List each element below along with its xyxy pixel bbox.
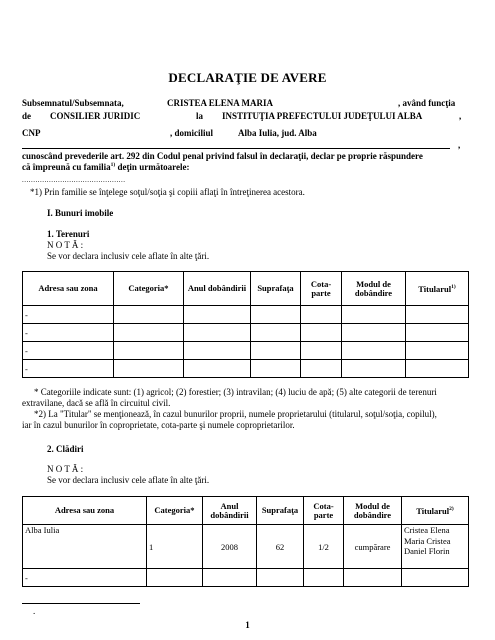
table-terenuri (22, 271, 469, 378)
cell-dash: - (23, 360, 114, 378)
col-adresa: Adresa sau zona (23, 497, 147, 525)
cell-area: 62 (257, 525, 304, 569)
cell-year: 2008 (203, 525, 257, 569)
underline-rule (22, 148, 450, 149)
label-la: la (196, 111, 204, 121)
table-row (23, 342, 469, 360)
label-de: de (22, 111, 31, 121)
note-titular-2: iar în cazul bunurilor în coproprietate, cota-parte şi numele coproprietarilor. (22, 420, 295, 430)
label-functia: , având funcţia (398, 98, 456, 108)
document-title: DECLARAŢIE DE AVERE (168, 70, 327, 85)
col-categoria: Categoria* (147, 497, 203, 525)
table-row (23, 525, 469, 569)
note-categories-1: * Categoriile indicate sunt: (1) agricol; (2) forestier; (3) intravilan; (4) luciu de apă; (5) alte categorii de terenuri (34, 387, 437, 397)
col-titularul: Titularul$^{2)}$ (402, 497, 469, 525)
table-cladiri (22, 496, 469, 587)
cell-mode: cumpărare (344, 525, 402, 569)
col-adresa: Adresa sau zona (23, 272, 114, 306)
cell-owners: Cristea Elena Maria Cristea Daniel Florin (402, 525, 469, 569)
declaration-line-2: că împreună cu familia$^{1)}$ deţin următoarele: (22, 162, 190, 172)
col-anul: Anul dobândirii (203, 497, 257, 525)
comma-1: , (459, 111, 462, 121)
domicile-value: Alba Iulia, jud. Alba (238, 128, 317, 138)
nota-label: N O T Ă : (47, 240, 84, 250)
label-subsemnatul: Subsemnatul/Subsemnata, (22, 98, 124, 108)
nota-label-2: N O T Ă : (47, 464, 84, 474)
col-categoria: Categoria* (114, 272, 184, 306)
table-row (23, 360, 469, 378)
table-row (23, 306, 469, 324)
note-categories-2: extravilane, dacă se află în circuitul civil. (22, 398, 171, 408)
cell-dash: - (23, 342, 114, 360)
footnote-mark: . (33, 606, 36, 616)
nota-text: Se vor declara inclusiv cele aflate în alte ţări. (47, 251, 210, 261)
col-cota: Cota-parte (301, 272, 342, 306)
cell-dash: - (23, 324, 114, 342)
col-modul: Modul de dobândire (342, 272, 406, 306)
declaration-line-1: cunoscând prevederile art. 292 din Codul penal privind falsul în declaraţii, declar pe proprie răspundere (22, 151, 423, 161)
label-domiciliul: , domiciliul (170, 128, 214, 138)
table-header-row (23, 272, 469, 306)
footnote-dots: .............................................. (22, 176, 126, 184)
declarant-name: CRISTEA ELENA MARIA (167, 98, 274, 108)
col-titularul: Titularul$^{1)}$ (406, 272, 469, 306)
cell-address: Alba Iulia (23, 525, 147, 569)
col-cota: Cota-parte (304, 497, 344, 525)
footnote-separator (22, 603, 140, 604)
note-titular-1: *2) La "Titular" se menţionează, în cazul bunurilor proprii, numele proprietarului (titularul, soţul/soţia, copilul), (34, 409, 437, 419)
comma-2: , (458, 140, 461, 150)
section-bunuri-imobile: I. Bunuri imobile (47, 208, 114, 218)
institution-value: INSTITUŢIA PREFECTULUI JUDEŢULUI ALBA (222, 111, 423, 121)
col-anul: Anul dobândirii (184, 272, 251, 306)
subsection-cladiri: 2. Clădiri (47, 444, 84, 454)
col-modul: Modul de dobândire (344, 497, 402, 525)
footnote-family: *1) Prin familie se înţelege soţul/soţia şi copiii aflaţi în întreţinerea acestora. (30, 187, 305, 197)
subsection-terenuri: 1. Terenuri (47, 229, 90, 239)
cell-share: 1/2 (304, 525, 344, 569)
nota-text-2: Se vor declara inclusiv cele aflate în alte ţări. (47, 475, 210, 485)
table-row (23, 569, 469, 587)
col-suprafata: Suprafaţa (251, 272, 301, 306)
function-value: CONSILIER JURIDIC (50, 111, 141, 121)
cell-dash: - (23, 306, 114, 324)
table-header-row (23, 497, 469, 525)
col-suprafata: Suprafaţa (257, 497, 304, 525)
page-number: 1 (245, 620, 250, 630)
cell-category: 1 (147, 525, 203, 569)
table-row (23, 324, 469, 342)
label-cnp: CNP (22, 128, 41, 138)
cell-dash: - (23, 569, 147, 587)
